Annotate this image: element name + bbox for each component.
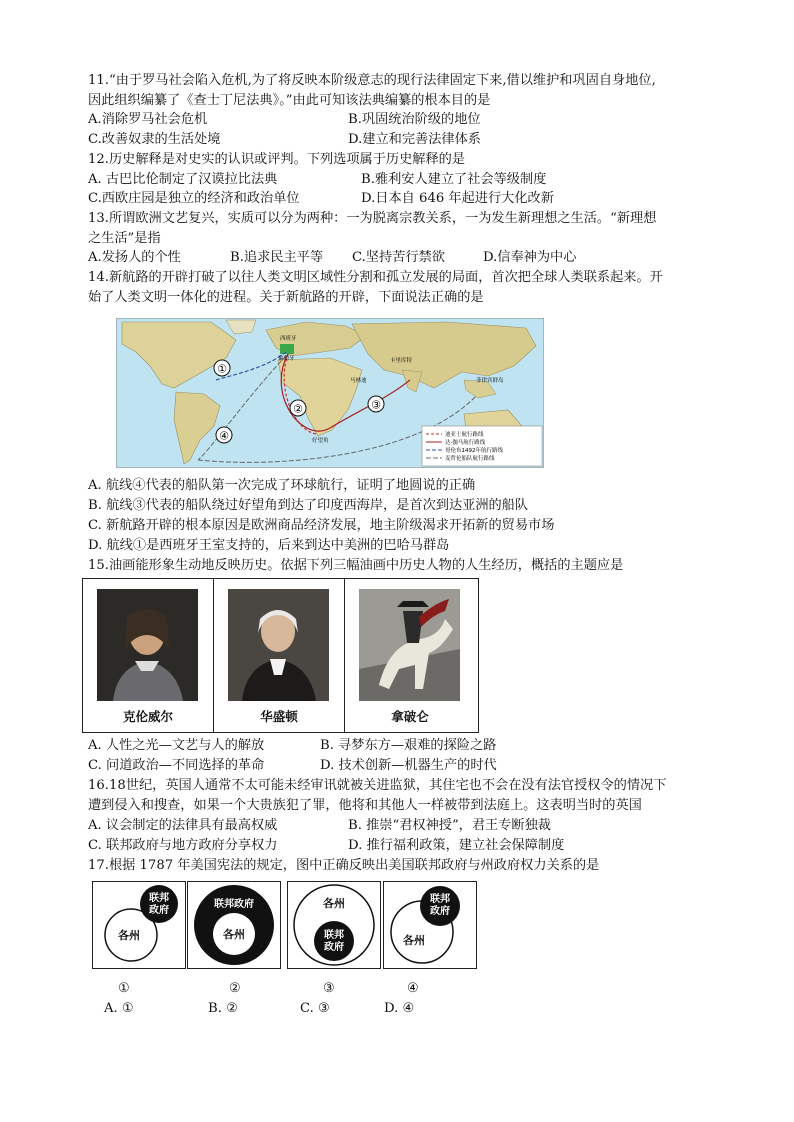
washington-painting [228, 589, 329, 701]
diagram-label: 政府 [430, 906, 450, 917]
q13-stem-line1: 13.所谓欧洲文艺复兴，实质可以分为两种：一为脱离宗教关系，一为发生新理想之生活。“新理想 [88, 211, 657, 226]
legend-item: 迪亚士航行路线 [445, 432, 484, 438]
q11-option-d[interactable]: D.建立和完善法律体系 [348, 132, 481, 147]
q16-stem-line1: 16.18世纪，英国人通常不太可能未经审讯就被关进监狱，其住宅也不会在没有法官授权令的情况下 [88, 778, 667, 793]
q17-stem: 17.根据 1787 年美国宪法的规定，图中正确反映出美国联邦政府与州政府权力关系的是 [88, 858, 600, 873]
q17-option-b[interactable]: B. ② [208, 1001, 238, 1016]
napoleon-painting [359, 589, 460, 701]
diagram-label: 政府 [149, 905, 169, 916]
svg-text:③: ③ [371, 398, 381, 412]
diagram-label: 各州 [403, 934, 425, 947]
legend-item: 达·伽马航行路线 [445, 440, 486, 446]
cromwell-painting [97, 589, 198, 701]
q14-option-c[interactable]: C. 新航路开辟的根本原因是欧洲商品经济发展，地主阶级渴求开拓新的贸易市场 [88, 518, 555, 533]
q15-option-b[interactable]: B. 寻梦东方—艰难的探险之路 [320, 738, 497, 753]
q15-option-a[interactable]: A. 人性之光—文艺与人的解放 [88, 738, 265, 753]
diagram-label: 各州 [323, 897, 345, 910]
q13-option-d[interactable]: D.信奉神为中心 [483, 250, 577, 265]
route-4-marker [216, 427, 232, 443]
diagram-number-4: ④ [407, 981, 419, 996]
q16-option-b[interactable]: B. 推崇“君权神授”，君王专断独裁 [348, 818, 551, 833]
diagram-number-2: ② [229, 981, 241, 996]
q13-stem-line2: 之生活”是指 [88, 231, 161, 246]
diagram-number-3: ③ [323, 981, 335, 996]
q14-option-d[interactable]: D. 航线①是西班牙王室支持的，后来到达中美洲的巴哈马群岛 [88, 538, 450, 553]
q16-option-c[interactable]: C. 联邦政府与地方政府分享权力 [88, 838, 278, 853]
diagram-4 [383, 881, 477, 969]
diagram-label: 政府 [324, 942, 344, 953]
q14-option-b[interactable]: B. 航线③代表的船队绕过好望角到达了印度西海岸，是首次到达亚洲的船队 [88, 498, 529, 513]
place-malindi: 马林迪 [350, 378, 367, 384]
q16-stem-line2: 遭到侵入和搜查，如果一个大贵族犯了罪，他将和其他人一样被带到法庭上。这表明当时的英国 [88, 798, 642, 813]
diagram-1 [92, 881, 186, 969]
q12-option-c[interactable]: C.西欧庄园是独立的经济和政治单位 [88, 191, 300, 206]
diagram-label: 联邦 [324, 930, 344, 941]
portrait-name: 拿破仑 [391, 709, 429, 724]
place-cape-good-hope: 好望角 [312, 438, 329, 444]
q11-stem-line2: 因此组织编纂了《查士丁尼法典》。”由此可知该法典编纂的根本目的是 [88, 93, 491, 108]
q14-stem-line2: 始了人类文明一体化的进程。关于新航路的开辟，下面说法正确的是 [88, 290, 484, 305]
place-spain: 西班牙 [280, 336, 297, 342]
diagram-label: 联邦 [149, 893, 169, 904]
diagram-label: 各州 [223, 928, 245, 941]
diagram-number-1: ① [118, 981, 130, 996]
q17-option-c[interactable]: C. ③ [300, 1001, 330, 1016]
portrait-name: 克伦威尔 [122, 709, 173, 724]
q11-stem-line1: 11.“由于罗马社会陷入危机,为了将反映本阶级意志的现行法律固定下来,借以维护和巩固自身地位, [88, 73, 656, 88]
world-map-svg [116, 318, 544, 468]
portrait-napoleon [345, 579, 475, 732]
q14-option-a[interactable]: A. 航线④代表的船队第一次完成了环球航行，证明了地圆说的正确 [88, 478, 476, 493]
q13-option-c[interactable]: C.坚持苦行禁欲 [352, 250, 445, 265]
portrait-cromwell [83, 579, 214, 732]
route-3-marker [368, 396, 384, 412]
place-calicut: 卡里库特 [390, 358, 413, 364]
legend-item: 麦哲伦船队航行路线 [445, 456, 495, 462]
q11-option-a[interactable]: A.消除罗马社会危机 [88, 112, 208, 127]
q13-option-b[interactable]: B.追求民主平等 [230, 250, 324, 265]
portrait-name: 华盛顿 [260, 709, 298, 724]
q16-option-a[interactable]: A. 议会制定的法律具有最高权威 [88, 818, 278, 833]
q15-option-d[interactable]: D. 技术创新—机器生产的时代 [320, 758, 497, 773]
q12-option-d[interactable]: D.日本自 646 年起进行大化改新 [361, 191, 554, 206]
svg-text:④: ④ [219, 429, 229, 443]
diagram-3 [287, 881, 381, 969]
route-2-marker [290, 400, 306, 416]
place-philippines: 菲律宾群岛 [476, 378, 504, 384]
q13-option-a[interactable]: A.发扬人的个性 [88, 250, 181, 265]
svg-text:①: ① [217, 362, 227, 376]
place-portugal: 葡萄牙 [278, 356, 295, 362]
new-sea-routes-map [116, 318, 544, 468]
svg-text:②: ② [293, 402, 303, 416]
oil-paintings-panel [82, 578, 479, 733]
q11-option-b[interactable]: B.巩固统治阶级的地位 [348, 112, 481, 127]
portrait-washington [214, 579, 345, 732]
map-legend [422, 426, 542, 466]
q11-option-c[interactable]: C.改善奴隶的生活处境 [88, 132, 221, 147]
q14-stem-line1: 14.新航路的开辟打破了以往人类文明区域性分割和孤立发展的局面，首次把全球人类联系起来。开 [88, 270, 663, 285]
q12-option-b[interactable]: B.雅利安人建立了社会等级制度 [361, 172, 547, 187]
q12-option-a[interactable]: A. 古巴比伦制定了汉谟拉比法典 [88, 172, 278, 187]
route-1-marker [214, 360, 230, 376]
q17-option-d[interactable]: D. ④ [384, 1001, 415, 1016]
q16-option-d[interactable]: D. 推行福利政策，建立社会保障制度 [348, 838, 565, 853]
q17-option-a[interactable]: A. ① [104, 1001, 134, 1016]
diagram-2 [187, 881, 281, 969]
legend-item: 哥伦布1492年航行路线 [445, 448, 503, 454]
diagram-label: 联邦政府 [214, 899, 254, 910]
q15-stem: 15.油画能形象生动地反映历史。依据下列三幅油画中历史人物的人生经历，概括的主题应是 [88, 558, 624, 573]
q15-option-c[interactable]: C. 问道政治—不同选择的革命 [88, 758, 265, 773]
diagram-label: 联邦 [430, 894, 450, 905]
diagram-label: 各州 [118, 929, 140, 942]
q12-stem: 12.历史解释是对史实的认识或评判。下列选项属于历史解释的是 [88, 152, 466, 167]
